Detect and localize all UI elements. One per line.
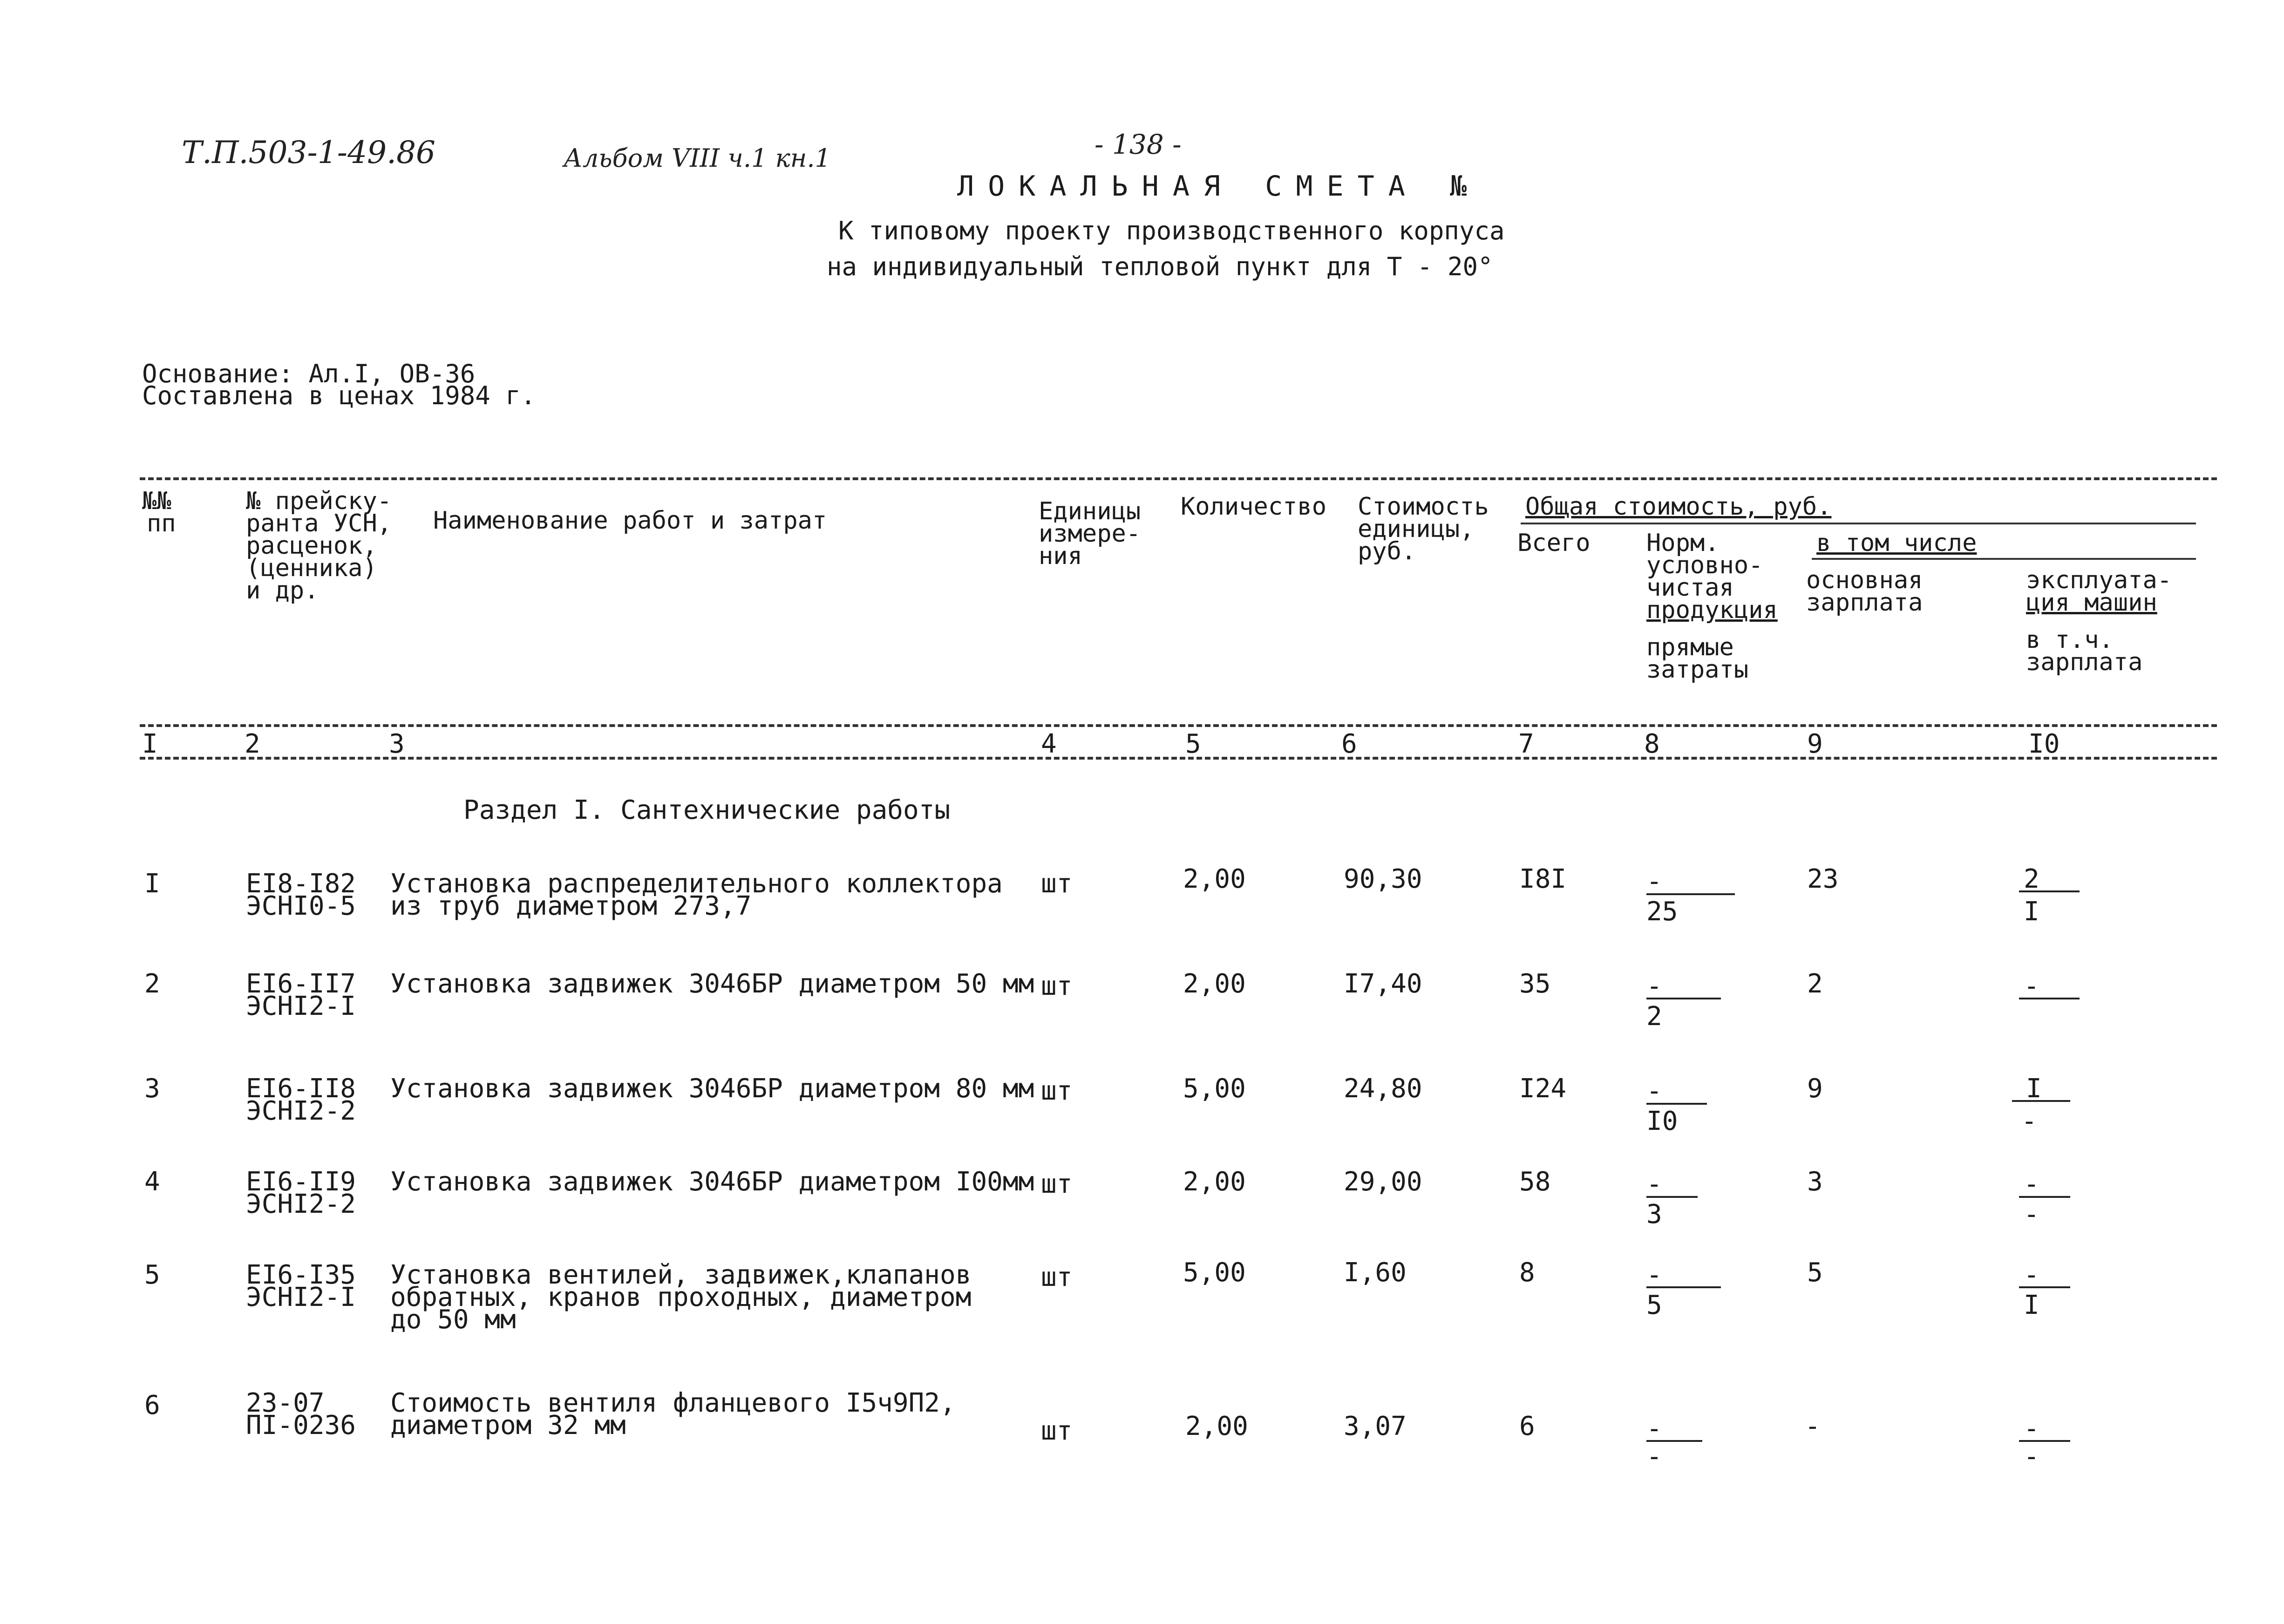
row-name: Стоимость вентиля фланцевого I5ч9П2, — [390, 1388, 956, 1418]
header-code-line: № прейску- — [246, 487, 392, 515]
row-machines-top: - — [2024, 1169, 2039, 1199]
row-machines-top: - — [2024, 1413, 2039, 1444]
prices-line: Составлена в ценах 1984 г. — [142, 381, 536, 410]
row-number: 3 — [144, 1074, 160, 1104]
row-code: ЭСНI2-2 — [246, 1096, 356, 1126]
row-machines-bottom: I — [2024, 897, 2039, 927]
row-unit: шт — [1041, 869, 1073, 899]
row-machines-bottom: - — [2021, 1106, 2037, 1136]
header-direct-line: прямые — [1646, 633, 1734, 661]
row-unit: шт — [1041, 1076, 1073, 1106]
header-quantity: Количество — [1181, 493, 1327, 521]
fraction-line — [2019, 890, 2080, 892]
header-total-all: Всего — [1517, 529, 1591, 557]
row-norm-top: - — [1646, 1169, 1662, 1199]
header-unit-line: Единицы — [1039, 497, 1141, 525]
header-total-group: Общая стоимость, руб. — [1525, 493, 1832, 521]
row-norm-bottom: - — [1646, 1441, 1662, 1472]
header-code-line: ранта УСН, — [246, 510, 392, 537]
row-unit-cost: I7,40 — [1344, 969, 1422, 999]
document-code: Т.П.503-1-49.86 — [182, 135, 436, 170]
row-name: Установка задвижек 3046БР диаметром 50 мм — [390, 969, 1034, 999]
subtitle-line-1: К типовому проекту производственного корпуса — [838, 216, 1505, 245]
col-number: 8 — [1644, 729, 1660, 759]
fraction-line — [2019, 1196, 2070, 1198]
row-norm-bottom: I0 — [1646, 1106, 1678, 1136]
row-code: ЭСНI0-5 — [246, 891, 356, 921]
col-number: 5 — [1185, 729, 1201, 759]
row-name: Установка задвижек 3046БР диаметром 80 мм — [390, 1074, 1034, 1104]
colnum-bottom-rule — [140, 757, 2217, 760]
header-salary-line: основная — [1806, 566, 1923, 594]
row-unit: шт — [1041, 1169, 1073, 1199]
row-code: ЕI6-I35 — [246, 1260, 356, 1290]
row-number: 5 — [144, 1260, 160, 1290]
row-total: 58 — [1519, 1167, 1551, 1197]
row-salary: 5 — [1807, 1257, 1823, 1288]
row-name: из труб диаметром 273,7 — [390, 891, 752, 921]
row-quantity: 2,00 — [1183, 969, 1246, 999]
header-norm-line: условно- — [1646, 551, 1763, 579]
row-name: Установка задвижек 3046БР диаметром I00мм — [390, 1167, 1034, 1197]
row-code: ЕI6-II9 — [246, 1167, 356, 1197]
col-number: 3 — [389, 729, 405, 759]
album-label: Альбом VIII ч.1 кн.1 — [564, 143, 831, 173]
row-quantity: 2,00 — [1183, 1167, 1246, 1197]
row-name: до 50 мм — [390, 1305, 516, 1335]
header-unit-line: ния — [1039, 542, 1082, 570]
row-code: ЭСНI2-2 — [246, 1189, 356, 1219]
row-name: диаметром 32 мм — [390, 1410, 626, 1441]
row-code: 23-07 — [246, 1388, 325, 1418]
row-total: 8 — [1519, 1257, 1535, 1288]
row-salary: 3 — [1807, 1167, 1823, 1197]
row-unit-cost: 90,30 — [1344, 864, 1422, 894]
header-incl-group-rule — [1812, 558, 2196, 560]
row-norm-bottom: 2 — [1646, 1001, 1662, 1032]
row-quantity: 2,00 — [1183, 864, 1246, 894]
row-code: ЕI6-II7 — [246, 969, 356, 999]
row-salary: 9 — [1807, 1074, 1823, 1104]
row-norm-top: - — [1646, 1260, 1662, 1290]
row-quantity: 5,00 — [1183, 1257, 1246, 1288]
colnum-top-rule — [140, 724, 2217, 727]
row-total: 35 — [1519, 969, 1551, 999]
row-name: обратных, кранов проходных, диаметром — [390, 1282, 972, 1312]
col-number: 4 — [1041, 729, 1057, 759]
header-incl-group: в том числе — [1816, 529, 1977, 557]
row-number: 2 — [144, 969, 160, 999]
row-quantity: 2,00 — [1185, 1411, 1248, 1441]
header-norm-line: Норм. — [1646, 529, 1720, 557]
row-machines-top: 2 — [2024, 864, 2039, 894]
row-name: Установка вентилей, задвижек,клапанов — [390, 1260, 972, 1290]
row-unit-cost: 3,07 — [1344, 1411, 1407, 1441]
row-norm-bottom: 3 — [1646, 1199, 1662, 1230]
row-machines-bottom: - — [2024, 1441, 2039, 1472]
header-norm-line: продукция — [1646, 596, 1778, 624]
col-number: I0 — [2028, 729, 2060, 759]
row-quantity: 5,00 — [1183, 1074, 1246, 1104]
header-code-line: (ценника) — [246, 554, 377, 582]
header-direct-line: затраты — [1646, 656, 1749, 684]
header-code-line: расценок, — [246, 532, 377, 560]
row-number: I — [144, 869, 160, 899]
fraction-line — [1646, 998, 1721, 999]
row-total: 6 — [1519, 1411, 1535, 1441]
row-number: 4 — [144, 1167, 160, 1197]
header-num-line: №№ — [142, 487, 171, 515]
header-machines-salary-line: зарплата — [2026, 648, 2143, 676]
row-unit-cost: I,60 — [1344, 1257, 1407, 1288]
row-total: I24 — [1519, 1074, 1567, 1104]
row-norm-top: - — [1646, 971, 1662, 1001]
row-unit: шт — [1041, 1262, 1073, 1292]
row-number: 6 — [144, 1390, 160, 1420]
header-norm-line: чистая — [1646, 574, 1734, 602]
row-unit-cost: 29,00 — [1344, 1167, 1422, 1197]
page-number: - 138 - — [1094, 129, 1182, 160]
row-machines-top: I — [2026, 1074, 2042, 1104]
section-title: Раздел I. Сантехнические работы — [463, 795, 951, 825]
row-code: ЭСНI2-I — [246, 991, 356, 1021]
row-code: ПI-0236 — [246, 1410, 356, 1441]
row-unit-cost: 24,80 — [1344, 1074, 1422, 1104]
header-machines-salary-line: в т.ч. — [2026, 626, 2114, 654]
row-salary: 2 — [1807, 969, 1823, 999]
header-machines-line: ция машин — [2026, 589, 2157, 617]
row-norm-top: - — [1646, 866, 1662, 897]
subtitle-line-2: на индивидуальный тепловой пункт для Т - 20° — [827, 252, 1493, 281]
header-code-line: и др. — [246, 577, 319, 605]
header-total-group-rule — [1521, 523, 2196, 524]
header-unit-cost-line: единицы, — [1358, 515, 1475, 543]
header-top-rule — [140, 477, 2217, 480]
row-salary: 23 — [1807, 864, 1839, 894]
row-norm-top: - — [1646, 1413, 1662, 1444]
header-num-line: пп — [147, 510, 176, 537]
col-number: 9 — [1807, 729, 1823, 759]
fraction-line — [1646, 1103, 1707, 1105]
row-name: Установка распределительного коллектора — [390, 869, 1003, 899]
row-norm-bottom: 5 — [1646, 1290, 1662, 1320]
col-number: I — [142, 729, 158, 759]
fraction-line — [1646, 1286, 1721, 1288]
col-number: 7 — [1518, 729, 1534, 759]
basis-line: Основание: Ал.I, ОВ-36 — [142, 359, 476, 388]
col-number: 6 — [1341, 729, 1357, 759]
fraction-line — [1646, 893, 1735, 895]
row-machines-top: - — [2024, 1260, 2039, 1290]
header-unit-cost-line: Стоимость — [1358, 493, 1489, 521]
header-unit-line: измере- — [1039, 520, 1141, 548]
row-machines-bottom: - — [2024, 1199, 2039, 1230]
row-norm-bottom: 25 — [1646, 897, 1678, 927]
header-name: Наименование работ и затрат — [433, 507, 827, 535]
row-code: ЭСНI2-I — [246, 1282, 356, 1312]
fraction-line — [2012, 1100, 2070, 1102]
row-unit: шт — [1041, 1416, 1073, 1446]
fraction-line — [2019, 1286, 2070, 1288]
row-code: ЕI8-I82 — [246, 869, 356, 899]
fraction-line — [2019, 998, 2080, 999]
row-code: ЕI6-II8 — [246, 1074, 356, 1104]
header-machines-line: эксплуата- — [2026, 566, 2172, 594]
row-norm-top: - — [1646, 1076, 1662, 1106]
header-salary-line: зарплата — [1806, 589, 1923, 617]
row-machines-bottom: I — [2024, 1290, 2039, 1320]
col-number: 2 — [245, 729, 260, 759]
row-salary: - — [1805, 1411, 1821, 1441]
row-total: I8I — [1519, 864, 1567, 894]
row-unit: шт — [1041, 971, 1073, 1001]
page-title: ЛОКАЛЬНАЯ СМЕТА № — [957, 170, 1481, 203]
fraction-line — [1646, 1196, 1698, 1198]
row-machines-top: - — [2024, 971, 2039, 1001]
header-unit-cost-line: руб. — [1358, 537, 1416, 565]
